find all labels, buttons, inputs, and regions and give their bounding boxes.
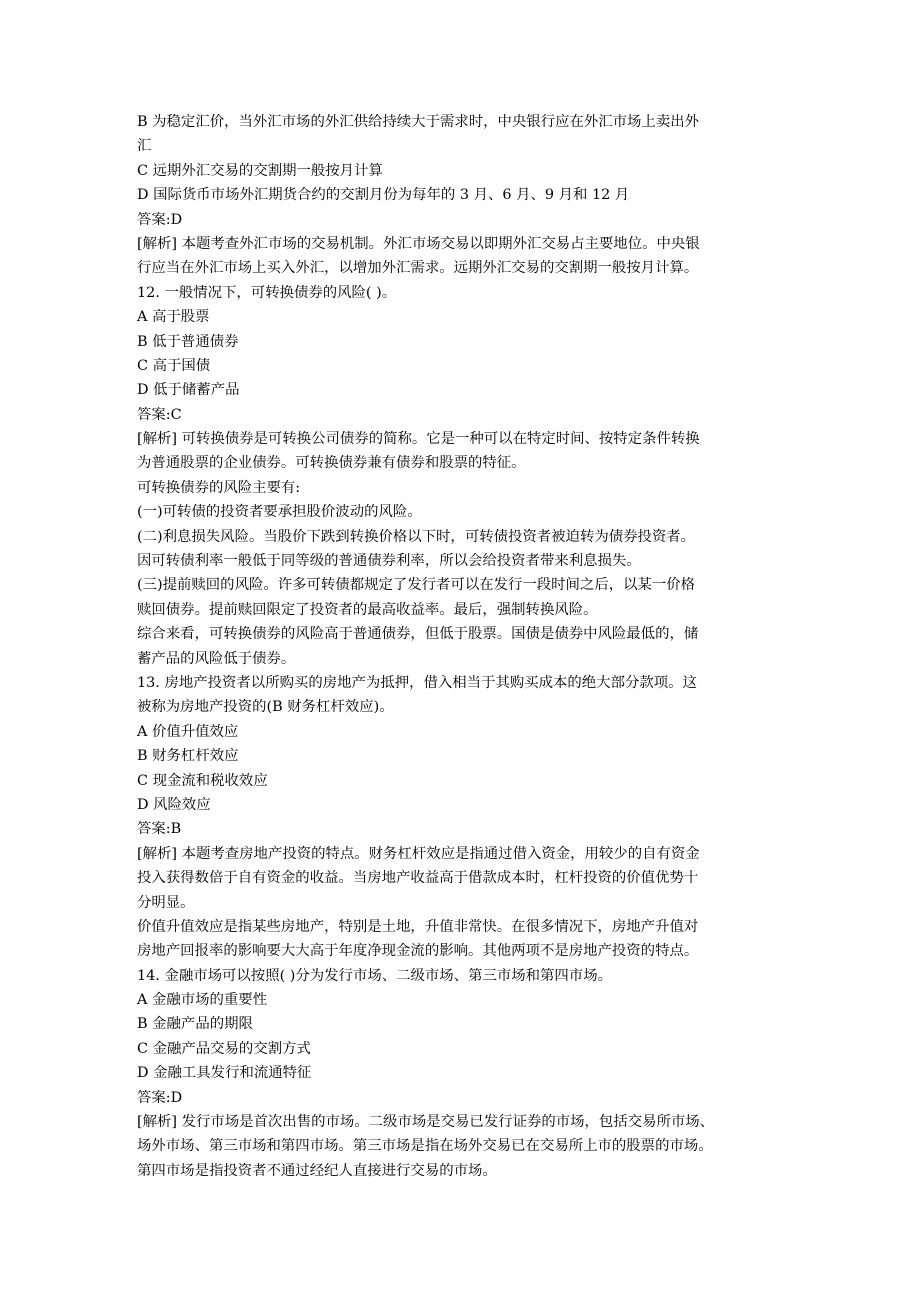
analysis-q12-risk-3: (三)提前赎回的风险。许多可转债都规定了发行者可以在发行一段时间之后，以某一价格 xyxy=(137,577,696,594)
analysis-q11: [解析] 本题考查外汇市场的交易机制。外汇市场交易以即期外汇交易占主要地位。中央银 xyxy=(137,235,700,252)
analysis-q12-risk-1: (一)可转债的投资者要承担股价波动的风险。 xyxy=(137,504,422,521)
analysis-q13-cont-1: 投入获得数倍于自有资金的收益。当房地产收益高于借款成本时，杠杆投资的价值优势十 xyxy=(137,870,699,887)
option-a-q12: A 高于股票 xyxy=(137,309,210,326)
analysis-q13-value: 价值升值效应是指某些房地产，特别是土地，升值非常快。在很多情况下，房地产升值对 xyxy=(137,918,699,935)
option-b-q12: B 低于普通债券 xyxy=(137,333,239,350)
answer-q12: 答案:C xyxy=(137,406,182,423)
analysis-q13-value-cont: 房地产回报率的影响要大大高于年度净现金流的影响。其他两项不是房地产投资的特点。 xyxy=(137,943,699,960)
option-d-q11: D 国际货币市场外汇期货合约的交割月份为每年的 3 月、6 月、9 月和 12 月 xyxy=(137,187,630,204)
option-d-q13: D 风险效应 xyxy=(137,796,211,813)
analysis-q13: [解析] 本题考查房地产投资的特点。财务杠杆效应是指通过借入资金，用较少的自有资金 xyxy=(137,845,700,862)
analysis-q12-summary: 综合来看，可转换债券的风险高于普通债券，但低于股票。国债是债券中风险最低的，储 xyxy=(137,626,699,643)
analysis-q12-risk-2: (二)利息损失风险。当股价下跌到转换价格以下时，可转债投资者被迫转为债券投资者。 xyxy=(137,528,696,545)
analysis-q14-cont-1: 场外市场、第三市场和第四市场。第三市场是指在场外交易已在交易所上市的股票的市场。 xyxy=(137,1138,713,1155)
option-c-q12: C 高于国债 xyxy=(137,357,211,374)
document-page xyxy=(137,110,787,1183)
answer-q11: 答案:D xyxy=(137,211,183,228)
option-d-q14: D 金融工具发行和流通特征 xyxy=(137,1065,312,1082)
option-c-q11: C 远期外汇交易的交割期一般按月计算 xyxy=(137,162,383,179)
question-14: 14. 金融市场可以按照( )分为发行市场、二级市场、第三市场和第四市场。 xyxy=(137,967,612,984)
analysis-q11-cont: 行应当在外汇市场上买入外汇，以增加外汇需求。远期外汇交易的交割期一般按月计算。 xyxy=(137,260,699,277)
analysis-q12-summary-cont: 蓄产品的风险低于债券。 xyxy=(137,650,296,667)
analysis-q12-cont: 为普通股票的企业债券。可转换债券兼有债券和股票的特征。 xyxy=(137,455,526,472)
analysis-q14-cont-2: 第四市场是指投资者不通过经纪人直接进行交易的市场。 xyxy=(137,1162,497,1179)
analysis-q12: [解析] 可转换债券是可转换公司债券的简称。它是一种可以在特定时间、按特定条件转换 xyxy=(137,431,700,448)
analysis-q14: [解析] 发行市场是首次出售的市场。二级市场是交易已发行证券的市场，包括交易所市场、 xyxy=(137,1114,715,1131)
option-c-q13: C 现金流和税收效应 xyxy=(137,772,268,789)
analysis-q13-cont-2: 分明显。 xyxy=(137,894,195,911)
option-b-q13: B 财务杠杆效应 xyxy=(137,748,239,765)
option-d-q12: D 低于储蓄产品 xyxy=(137,382,240,399)
answer-q13: 答案:B xyxy=(137,821,182,838)
option-b-q11: B 为稳定汇价，当外汇市场的外汇供给持续大于需求时，中央银行应在外汇市场上卖出外 xyxy=(137,114,699,130)
option-c-q14: C 金融产品交易的交割方式 xyxy=(137,1040,311,1057)
question-13: 13. 房地产投资者以所购买的房地产为抵押，借入相当于其购买成本的绝大部分款项。这 xyxy=(137,674,697,691)
question-12: 12. 一般情况下，可转换债券的风险( )。 xyxy=(137,284,397,301)
analysis-q12-risk-3-cont: 赎回债券。提前赎回限定了投资者的最高收益率。最后，强制转换风险。 xyxy=(137,601,598,618)
analysis-q12-risks-heading: 可转换债券的风险主要有: xyxy=(137,479,301,496)
analysis-q12-risk-2-cont: 因可转债利率一般低于同等级的普通债券利率，所以会给投资者带来利息损失。 xyxy=(137,553,641,570)
option-a-q14: A 金融市场的重要性 xyxy=(137,992,268,1009)
question-13-cont: 被称为房地产投资的(B 财务杠杆效应)。 xyxy=(137,699,394,716)
option-a-q13: A 价值升值效应 xyxy=(137,723,239,740)
option-b-q11-cont: 汇 xyxy=(137,138,152,155)
option-b-q14: B 金融产品的期限 xyxy=(137,1016,253,1033)
answer-q14: 答案:D xyxy=(137,1089,183,1106)
